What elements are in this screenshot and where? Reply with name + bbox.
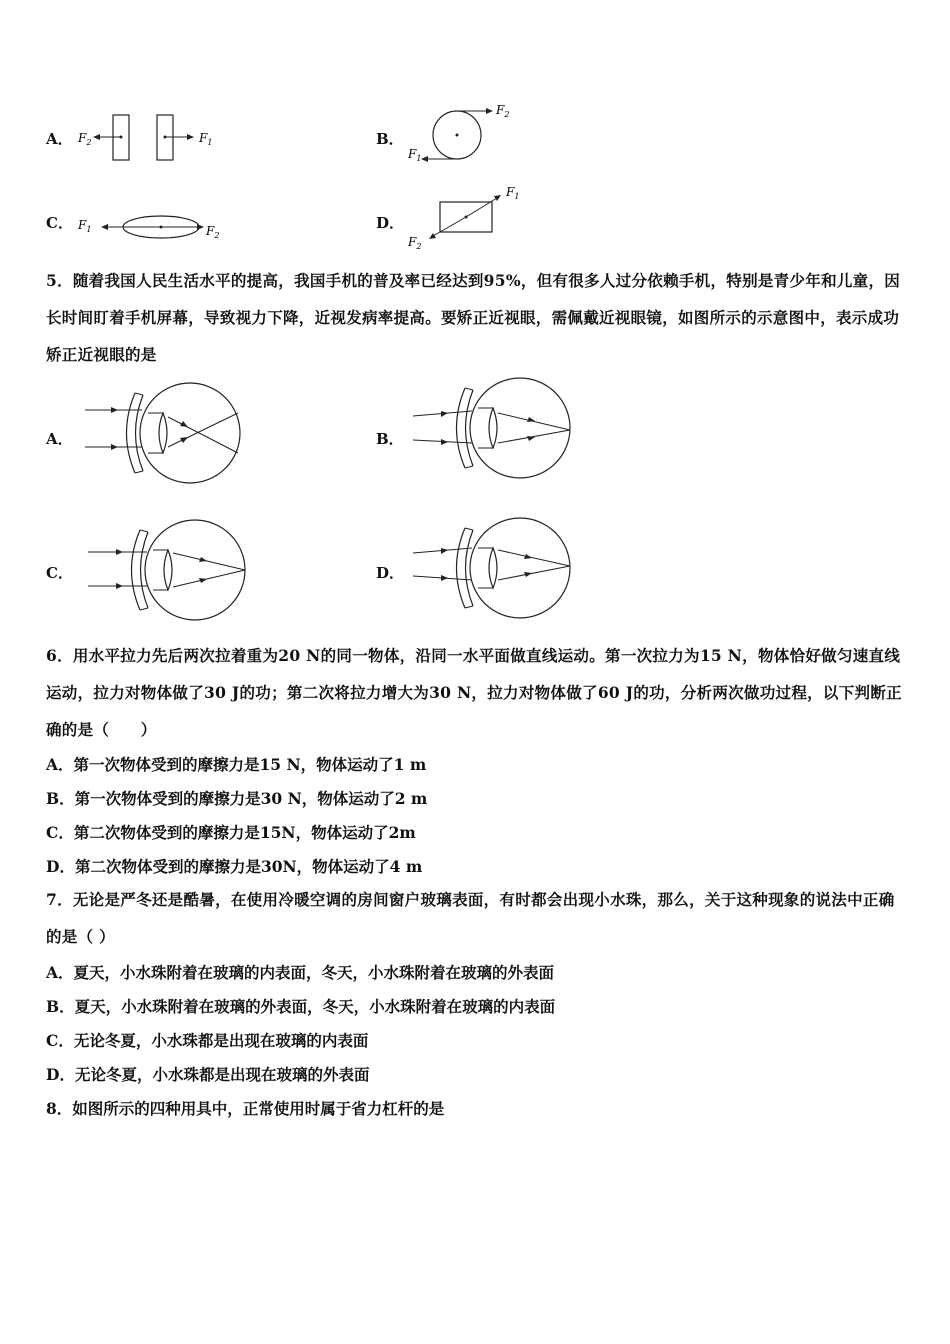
q4-option-c-label[interactable]: C． [46, 214, 73, 232]
q7-option-a[interactable]: A．夏天，小水珠附着在玻璃的内表面，冬天，小水珠附着在玻璃的外表面 [46, 963, 555, 982]
q4-option-a-figure [75, 110, 225, 165]
q5-option-d-eye-diagram [410, 518, 580, 618]
force-label-f1: $F_1$ [78, 218, 92, 234]
q4-option-b-figure [400, 100, 530, 165]
q5-option-c-label[interactable]: C． [46, 564, 73, 582]
q4-option-d-figure [400, 180, 540, 252]
q5-option-c-eye-diagram [85, 520, 255, 620]
q6-option-d[interactable]: D．第二次物体受到的摩擦力是30N，物体运动了4 m [46, 857, 423, 876]
q7-option-c[interactable]: C．无论冬夏，小水珠都是出现在玻璃的内表面 [46, 1031, 369, 1050]
question-7-text: 7．无论是严冬还是酷暑，在使用冷暖空调的房间窗户玻璃表面，有时都会出现小水珠，那么，关于这种现象的说法中正确的是（ ） [46, 890, 895, 946]
force-label-f1: $F_1$ [199, 131, 213, 147]
question-5-text: 5．随着我国人民生活水平的提高，我国手机的普及率已经达到95%，但有很多人过分依赖手机，特别是青少年和儿童，因长时间盯着手机屏幕，导致视力下降，近视发病率提高。要矫正近视眼，需佩戴近视眼镜，如图所示的示意图中，表示成功矫正近视眼的是 [46, 271, 901, 364]
question-8-text: 8．如图所示的四种用具中，正常使用时属于省力杠杆的是 [46, 1099, 445, 1118]
force-label-f1: $F_1$ [408, 147, 422, 163]
q4-option-b-label[interactable]: B． [376, 130, 404, 148]
q7-option-d[interactable]: D．无论冬夏，小水珠都是出现在玻璃的外表面 [46, 1065, 370, 1084]
q6-option-b[interactable]: B．第一次物体受到的摩擦力是30 N，物体运动了2 m [46, 789, 428, 808]
q4-option-d-label[interactable]: D． [376, 214, 405, 232]
force-label-f2: $F_2$ [408, 235, 422, 251]
q5-option-a-label[interactable]: A． [46, 430, 73, 448]
force-label-f1: $F_1$ [506, 185, 520, 201]
force-label-f2: $F_2$ [206, 224, 220, 240]
q6-option-a[interactable]: A．第一次物体受到的摩擦力是15 N，物体运动了1 m [46, 755, 427, 774]
q5-option-a-eye-diagram [80, 385, 250, 485]
q5-option-b-label[interactable]: B． [376, 430, 404, 448]
q4-option-a-label[interactable]: A． [46, 130, 73, 148]
force-label-f2: $F_2$ [78, 131, 92, 147]
q5-option-b-eye-diagram [410, 378, 580, 478]
q4-option-c-figure [75, 205, 235, 245]
q7-option-b[interactable]: B．夏天，小水珠附着在玻璃的外表面，冬天，小水珠附着在玻璃的内表面 [46, 997, 556, 1016]
q5-option-d-label[interactable]: D． [376, 564, 405, 582]
force-label-f2: $F_2$ [496, 103, 510, 119]
question-6-text: 6．用水平拉力先后两次拉着重为20 N的同一物体，沿同一水平面做直线运动。第一次拉力为15 N，物体恰好做匀速直线运动，拉力对物体做了30 J的功；第二次将拉力增大为30 N，拉力对物体做了60 J的功，分析两次做功过程，以下判断正确的是（ ） [46, 646, 902, 739]
q6-option-c[interactable]: C．第二次物体受到的摩擦力是15N，物体运动了2m [46, 823, 416, 842]
